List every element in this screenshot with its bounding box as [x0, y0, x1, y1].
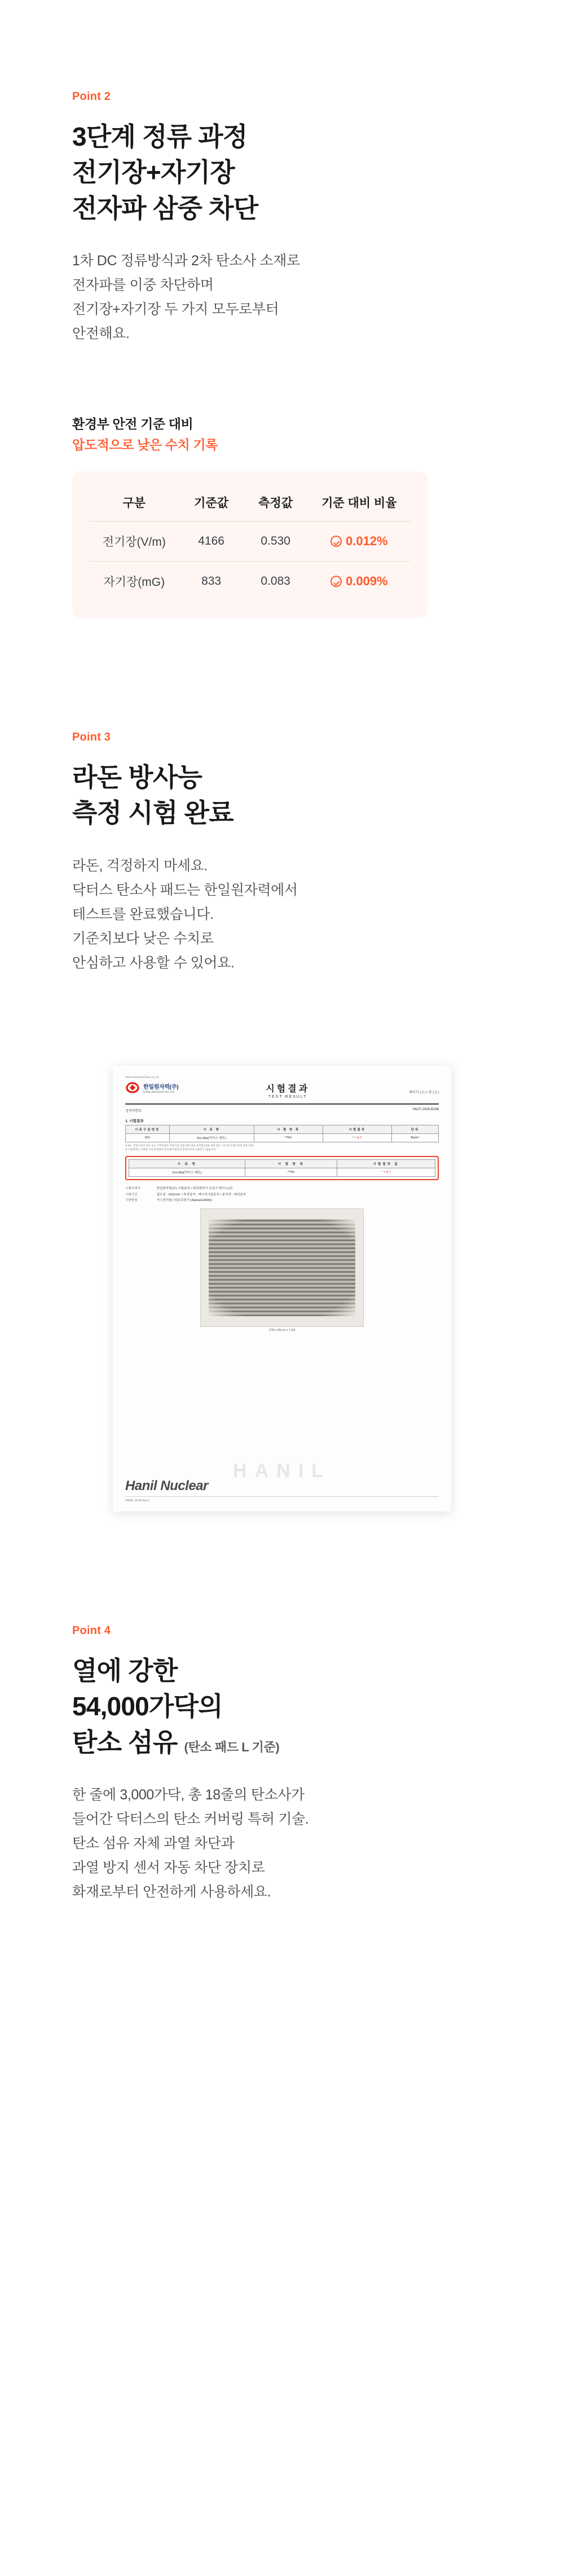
- certificate-info-row-1: [125, 1186, 439, 1192]
- point2-headline-line-3: 전자파 삼중 차단: [72, 193, 258, 223]
- cert-hl-td-samplename: Drs.Mat(닥터스 매트): [129, 1168, 245, 1177]
- point2-headline: [72, 119, 492, 226]
- point3-headline-line-1: 라돈 방사능: [72, 763, 202, 792]
- emf-row1-measured: 0.530: [244, 522, 308, 562]
- spacer-point4: [72, 1512, 492, 1624]
- certificate-company-name: 한일원자력(주): [143, 1084, 179, 1090]
- cert-th-samplename: 시 료 명: [169, 1125, 254, 1133]
- section-point4: [72, 1624, 492, 1904]
- cert-td-testitem: ²²²Rn: [254, 1133, 323, 1142]
- table-row: [129, 1160, 435, 1168]
- emf-table-header-row: [89, 486, 411, 522]
- point2-headline-line-1: 3단계 정류 과정: [72, 122, 248, 151]
- certificate-header: [125, 1081, 439, 1105]
- spacer-point3: [72, 618, 492, 731]
- cert-hl-th-samplename: 시 료 명: [129, 1160, 245, 1168]
- point4-headline-line-1: 열에 강한: [72, 1655, 178, 1685]
- specimen-caption: (730 x 40) cm x 1 EA: [268, 1329, 296, 1333]
- certificate-title-block: [178, 1081, 397, 1099]
- spacer-top: [72, 0, 492, 90]
- section-point3: [72, 731, 492, 975]
- point2-headline-line-2: 전기장+자기장: [72, 157, 235, 187]
- emf-header-standard: 기준값: [179, 486, 244, 522]
- cert-td-samplename: Drs.Mat(닥터스 매트): [169, 1133, 254, 1142]
- emf-header-ratio: 기준 대비 비율: [308, 486, 411, 522]
- point2-body-line-3: 전기장+자기장 두 가지 모두로부터: [72, 301, 279, 318]
- emf-row2-measured: 0.083: [261, 575, 290, 588]
- certificate-highlight-box: [125, 1156, 439, 1180]
- emf-caption-line-2: 압도적으로 낮은 수치 기록: [72, 437, 218, 453]
- cert-hl-td-testitem: ²²²Rn: [245, 1168, 337, 1177]
- emf-row1-standard: 4166: [179, 522, 244, 562]
- certificate-company: [143, 1082, 178, 1093]
- point2-label: Point 2: [72, 90, 111, 103]
- table-row: [89, 522, 411, 562]
- emf-row2-category: 자기장(mG): [103, 576, 165, 589]
- certificate-page-meta: 페이지 ( 2 ) / 총 ( 2 ): [409, 1090, 439, 1094]
- certificate-note-line-1: ※ Rn : 측정시료의 라돈 농도, ᴸᴰ측정값은 측정기의 검출 하한 값을 의미함 (검출 하한 값은 시료 및 측정조건에 따라 다름): [125, 1144, 254, 1147]
- certificate-company-name-en: HANIL NUCLEAR CO.,LTD: [143, 1090, 175, 1093]
- certificate-info-label-3: 시험방법: [125, 1199, 138, 1203]
- certificate-footer-brand: Hanil Nuclear: [125, 1478, 208, 1493]
- check-circle-icon: [331, 576, 342, 587]
- cert-th-testitem: 시 험 항 목: [254, 1125, 323, 1133]
- emf-row1-ratio: 0.012%: [345, 534, 388, 548]
- point3-headline-line-2: 측정 시험 완료: [72, 798, 233, 828]
- point3-body-line-4: 기준치보다 낮은 수치로: [72, 930, 214, 947]
- certificate-info-label-1: 시험의뢰자: [125, 1187, 141, 1191]
- certificate-info-value-1: 한일원자력(주) 시험본부 / 대전광역시 유성구 테크노2로: [156, 1187, 233, 1191]
- table-row: [126, 1125, 439, 1133]
- cert-th-sampleno: 시료구분번호: [126, 1125, 170, 1133]
- certificate-info-label-2: 시험기간: [125, 1193, 138, 1197]
- certificate-footer: [125, 1478, 439, 1502]
- table-row: [129, 1168, 435, 1177]
- certificate-footer-code: HNQF-14-03 Rev.0: [125, 1496, 439, 1502]
- point4-headline-line-3: [72, 1725, 492, 1760]
- point4-headline-line-2: 54,000가닥의: [72, 1692, 223, 1721]
- certificate-info-block: [125, 1186, 439, 1204]
- point3-body: [72, 854, 492, 975]
- point3-label: Point 3: [72, 731, 111, 743]
- point4-headline-line-3-main: 탄소 섬유: [72, 1727, 178, 1757]
- point3-body-line-3: 테스트를 완료했습니다.: [72, 906, 214, 922]
- certificate-info-row-3: [125, 1198, 439, 1204]
- emf-caption-line-1: 환경부 안전 기준 대비: [72, 417, 193, 432]
- cert-td-sampleno: 001: [126, 1133, 170, 1142]
- certificate-info-row-2: [125, 1192, 439, 1198]
- point2-body-line-2: 전자파를 이중 차단하며: [72, 277, 214, 293]
- emf-row1-category: 전기장(V/m): [89, 522, 179, 562]
- point4-body-line-3: 탄소 섬유 자체 과열 차단과: [72, 1835, 235, 1852]
- certificate-highlight-table: [129, 1159, 435, 1177]
- certificate-info-value-3: 가스전리함 / 라돈측정기 (AlphaGUARD): [156, 1199, 213, 1203]
- certificate-note: [125, 1144, 439, 1151]
- specimen-texture: [209, 1219, 355, 1316]
- radon-test-certificate: [113, 1066, 451, 1512]
- cert-hl-th-result: 시험결과 값: [337, 1160, 435, 1168]
- hanil-nuclear-logo-icon: [125, 1081, 140, 1094]
- emf-table-caption: [72, 414, 492, 455]
- point4-body-line-1: 한 줄에 3,000가닥, 총 18줄의 탄소사가: [72, 1787, 305, 1803]
- point3-body-line-1: 라돈, 걱정하지 마세요.: [72, 857, 208, 874]
- cert-td-result: ⁰ < 6.7: [323, 1133, 391, 1142]
- cert-hl-td-result: ⁰ < 6.7: [337, 1168, 435, 1177]
- certificate-docno-value: HNJT-2004-B188: [412, 1107, 439, 1111]
- certificate-docno-label: 성적서번호: [125, 1109, 142, 1113]
- emf-table-container: [72, 471, 428, 618]
- point4-headline: [72, 1653, 492, 1760]
- point2-body-line-1: 1차 DC 정류방식과 2차 탄소사 소재로: [72, 253, 300, 269]
- point4-body: [72, 1783, 492, 1904]
- emf-row2-ratio: 0.009%: [345, 574, 388, 588]
- check-circle-icon: [331, 536, 342, 547]
- point4-headline-subnote: (탄소 패드 L 기준): [184, 1740, 280, 1754]
- cert-hl-th-testitem: 시 험 항 목: [245, 1160, 337, 1168]
- certificate-docno-row: [125, 1108, 439, 1113]
- point3-headline: [72, 760, 492, 831]
- emf-row2-ratio-cell: [308, 562, 411, 602]
- point4-body-line-4: 과열 방지 센서 자동 차단 장치로: [72, 1860, 265, 1876]
- point3-body-line-2: 닥터스 탄소사 패드는 한일원자력에서: [72, 882, 298, 898]
- table-row: [89, 562, 411, 602]
- certificate-result-table: [125, 1125, 439, 1142]
- point2-body-line-4: 안전해요.: [72, 326, 130, 342]
- certificate-logo: [125, 1081, 178, 1094]
- emf-row1-ratio-cell: [308, 522, 411, 562]
- emf-comparison-table: [89, 486, 411, 601]
- point4-body-line-5: 화재로부터 안전하게 사용하세요.: [72, 1884, 271, 1900]
- emf-header-category: 구분: [89, 486, 179, 522]
- certificate-info-value-2: 접수일 : 2020.04. / 측정일자 : 에너지사업본부 / 분석자 : 대전본부: [156, 1193, 246, 1197]
- cert-td-unit: Bq/m³: [391, 1133, 438, 1142]
- certificate-image-wrapper: [0, 1066, 564, 1512]
- certificate-watermark: HANIL: [233, 1460, 331, 1482]
- certificate-section1-title: 1. 시험결과: [125, 1119, 144, 1123]
- cert-th-unit: 단위: [391, 1125, 438, 1133]
- emf-header-measured: 측정값: [244, 486, 308, 522]
- point4-body-line-2: 들어간 닥터스의 탄소 커버링 특허 기술.: [72, 1811, 309, 1828]
- certificate-url: www.hanilnuclear.co.kr: [125, 1075, 160, 1079]
- point3-body-line-5: 안심하고 사용할 수 있어요.: [72, 954, 235, 971]
- emf-row2-standard: 833: [201, 575, 222, 588]
- cert-th-result: 시험결과: [323, 1125, 391, 1133]
- point4-label: Point 4: [72, 1624, 111, 1637]
- specimen-photo: [200, 1208, 364, 1327]
- section-point2: [72, 90, 492, 618]
- point2-body: [72, 249, 492, 346]
- certificate-title-en: TEST RESULT: [268, 1094, 307, 1099]
- certificate-title-ko: 시험결과: [266, 1084, 310, 1094]
- table-row: [126, 1133, 439, 1142]
- certificate-note-line-2: ※ 시험결과는 의뢰한 시료에 한하여 유효하며 법적인 증빙자료로 사용할 수 없습니다.: [125, 1147, 217, 1151]
